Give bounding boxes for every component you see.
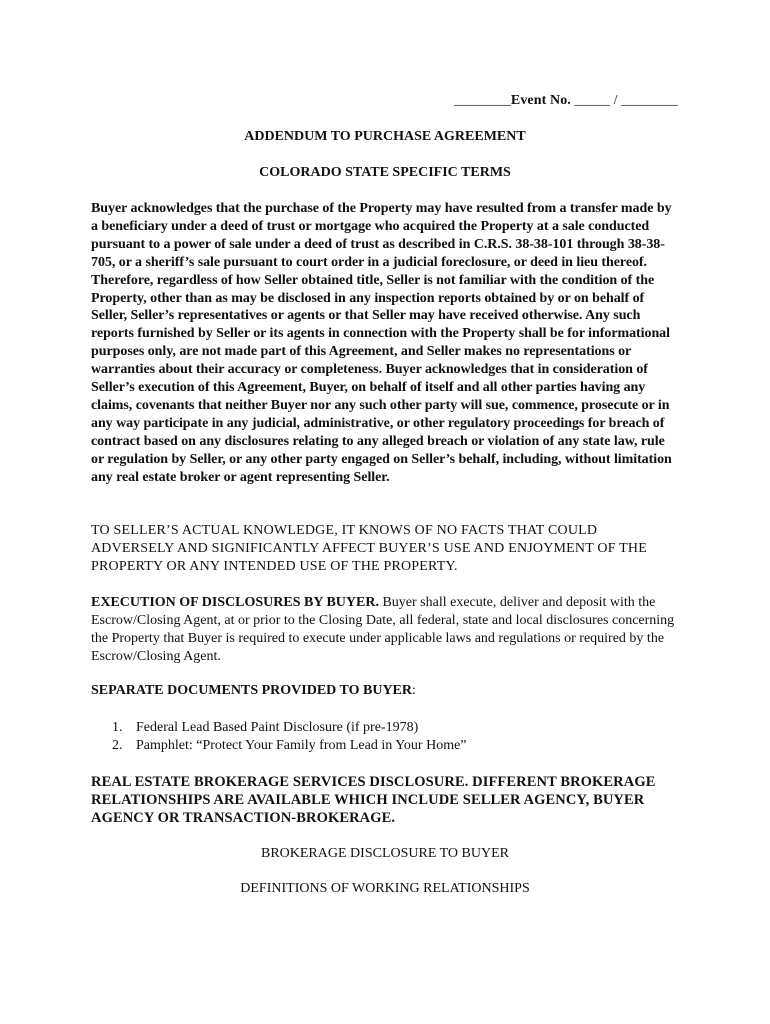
execution-text: Buyer shall execute, deliver and deposit with the Escrow/Closing Agent, at or prior to the Closing Date, all federal, state and local disclosures concerning the Property that Buyer is required to execute under applicable laws and regulations or required by the Escrow/Closing Agent. (91, 595, 675, 664)
execution-of-disclosures-paragraph (91, 594, 681, 666)
brokerage-disclosure-to-buyer-heading: BROKERAGE DISCLOSURE TO BUYER (260, 846, 509, 861)
documents-list (112, 719, 467, 755)
separate-documents-heading-line (91, 683, 681, 699)
working-relationships-heading: DEFINITIONS OF WORKING RELATIONSHIPS (240, 881, 530, 896)
brokerage-disclosure-paragraph: REAL ESTATE BROKERAGE SERVICES DISCLOSURE. DIFFERENT BROKERAGE RELATIONSHIPS ARE AVAILABLE WHICH INCLUDE SELLER AGENCY, BUYER AGENCY OR TRANSACTION-BROKERAGE. (91, 774, 656, 826)
list-item-text: Federal Lead Based Paint Disclosure (if pre-1978) (136, 720, 419, 735)
acknowledgment-paragraph: Buyer acknowledges that the purchase of the Property may have resulted from a transfer made by a beneficiary under a deed of trust or mortgage who acquired the Property at a sale conducted pursuant to a power of sale under a deed of trust as described in C.R.S. 38-38-101 through 38-38-705, or a sheriff’s sale pursuant to court order in a judicial foreclosure, or deed in lieu thereof. Therefore, regardless of how Seller obtained title, Seller is not familiar with the condition of the Property, other than as may be disclosed in any inspection reports obtained by or on behalf of Seller, Seller’s representatives or agents or that Seller may have received otherwise. Any such reports furnished by Seller or its agents in connection with the Property shall be for informational purposes only, are not made part of this Agreement, and Seller makes no representations or warranties about their accuracy or completeness. Buyer acknowledges that in consideration of Seller’s execution of this Agreement, Buyer, on behalf of itself and all other parties having any claims, covenants that neither Buyer nor any such other party will sue, commence, prosecute or in any way participate in any judicial, administrative, or other regulatory proceedings for breach of contract based on any disclosures relating to any alleged breach or violation of any state law, rule or regulation by Seller, or any other party engaged on Seller’s behalf, including, without limitation any real estate broker or agent representing Seller. (91, 201, 672, 485)
list-item (112, 737, 467, 755)
separate-documents-colon: : (412, 683, 416, 698)
list-item-text: Pamphlet: “Protect Your Family from Lead in Your Home” (136, 738, 467, 753)
separate-documents-heading: SEPARATE DOCUMENTS PROVIDED TO BUYER (91, 683, 413, 698)
execution-heading: EXECUTION OF DISCLOSURES BY BUYER. (91, 595, 379, 610)
event-prefix-blank: ________ (454, 93, 511, 108)
event-value-blank: _____ / ________ (570, 93, 678, 108)
event-number-line (454, 93, 678, 109)
list-item-number: 2. (112, 738, 123, 753)
document-subtitle: COLORADO STATE SPECIFIC TERMS (259, 165, 511, 180)
event-label: Event No. (510, 93, 571, 108)
seller-knowledge-paragraph: TO SELLER’S ACTUAL KNOWLEDGE, IT KNOWS OF NO FACTS THAT COULD ADVERSELY AND SIGNIFICANTLY AFFECT BUYER’S USE AND ENJOYMENT OF THE PROPERTY OR ANY INTENDED USE OF THE PROPERTY. (91, 523, 647, 574)
list-item (112, 719, 467, 737)
document-title: ADDENDUM TO PURCHASE AGREEMENT (244, 129, 526, 144)
list-item-number: 1. (112, 720, 123, 735)
